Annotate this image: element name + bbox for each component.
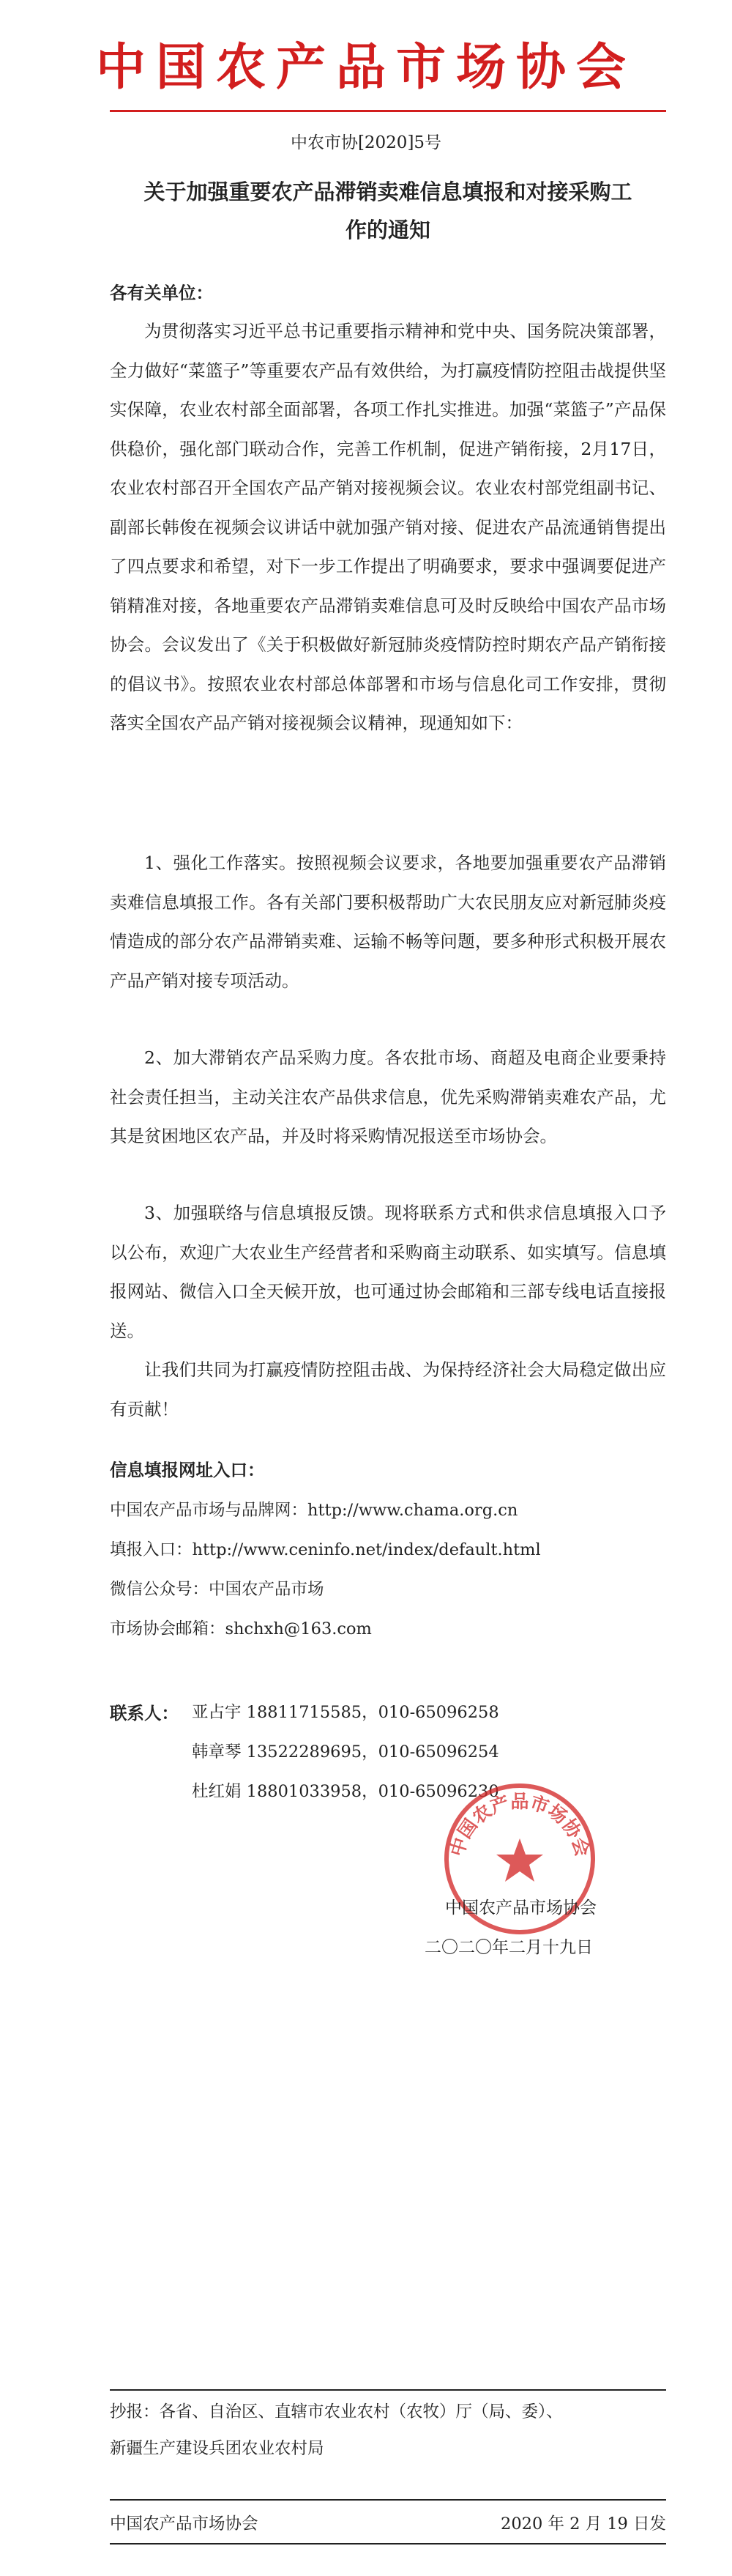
body-paragraph-intro: 为贯彻落实习近平总书记重要指示精神和党中央、国务院决策部署，全力做好“菜篮子”等重要农产品有效供给，为打赢疫情防控阻击战提供坚实保障，农业农村部全面部署，各项工作扎实推进。加强“菜篮子”产品保供稳价，强化部门联动合作，完善工作机制，促进产销衔接，2月17日，农业农村部召开全国农产品产销对接视频会议。农业农村部党组副书记、副部长韩俊在视频会议讲话中就加强产销对接、促进农产品流通销售提出了四点要求和希望，对下一步工作提出了明确要求，要求中强调要促进产销精准对接，各地重要农产品滞销卖难信息可及时反映给中国农产品市场协会。会议发出了《关于积极做好新冠肺炎疫情防控时期农产品产销衔接的倡议书》。按照农业农村部总体部署和市场与信息化司工作安排，贯彻落实全国农产品产销对接视频会议精神，现通知如下： <box>110 321 666 733</box>
info-wechat-line: 微信公众号：中国农产品市场 <box>110 1580 324 1599</box>
document-number: 中农市协[2020]5号 <box>290 133 442 152</box>
document-title-line-1: 关于加强重要农产品滞销卖难信息填报和对接采购工 <box>143 179 632 204</box>
cc-block <box>110 2394 666 2467</box>
info-email-line: 市场协会邮箱：shchxh@163.com <box>110 1619 372 1638</box>
masthead-title: 中国农产品市场协会 <box>95 39 636 97</box>
cc-line-2: 新疆生产建设兵团农业农村局 <box>110 2439 324 2458</box>
cc-bottom-rule <box>110 2499 666 2501</box>
signature-date: 二〇二〇年二月十九日 <box>425 1938 593 1957</box>
info-site-line: 中国农产品市场与品牌网：http://www.chama.org.cn <box>110 1501 518 1520</box>
contacts-label: 联系人： <box>110 1703 179 1723</box>
body-paragraph-item-1: 1、强化工作落实。按照视频会议要求，各地要加强重要农产品滞销卖难信息填报工作。各有关部门要积极帮助广大农民朋友应对新冠肺炎疫情造成的部分农产品滞销卖难、运输不畅等问题，要多种形式积极开展农产品产销对接专项活动。 <box>110 853 666 991</box>
footer-issuer: 中国农产品市场协会 <box>110 2514 258 2534</box>
cc-top-rule <box>110 2389 666 2391</box>
info-entry-line: 填报入口：http://www.ceninfo.net/index/default.html <box>110 1540 541 1559</box>
body-paragraph-item-2: 2、加大滞销农产品采购力度。各农批市场、商超及电商企业要秉持社会责任担当，主动关注农产品供求信息，优先采购滞销卖难农产品，尤其是贫困地区农产品，并及时将采购情况报送至市场协会。 <box>110 1047 666 1146</box>
info-heading: 信息填报网址入口： <box>110 1460 265 1480</box>
document-title-line-2: 作的通知 <box>345 218 430 242</box>
seal-text: 中国农产品市场协会 <box>446 1791 594 1859</box>
document-title <box>110 173 666 249</box>
footer-rule <box>110 2543 666 2545</box>
body-paragraph-item-3: 3、加强联络与信息填报反馈。现将联系方式和供求信息填报入口予以公布，欢迎广大农业生产经营者和采购商主动联系、如实填写。信息填报网站、微信入口全天候开放，也可通过协会邮箱和三部专线电话直接报送。 <box>110 1203 666 1341</box>
signature-organization: 中国农产品市场协会 <box>445 1898 597 1918</box>
contact-line-3: 杜红娟 18801033958，010-65096230 <box>192 1782 499 1801</box>
footer-issue-date: 2020 年 2 月 19 日发 <box>501 2514 666 2534</box>
contact-line-1: 亚占宇 18811715585，010-65096258 <box>192 1703 499 1722</box>
cc-line-1: 抄报：各省、自治区、直辖市农业农村（农牧）厅（局、委）、 <box>110 2402 563 2421</box>
salutation: 各有关单位： <box>110 283 213 303</box>
contact-line-2: 韩章琴 13522289695，010-65096254 <box>192 1742 499 1762</box>
masthead-red-rule <box>110 110 666 112</box>
body-paragraph-closing: 让我们共同为打赢疫情防控阻击战、为保持经济社会大局稳定做出应有贡献！ <box>110 1359 666 1419</box>
